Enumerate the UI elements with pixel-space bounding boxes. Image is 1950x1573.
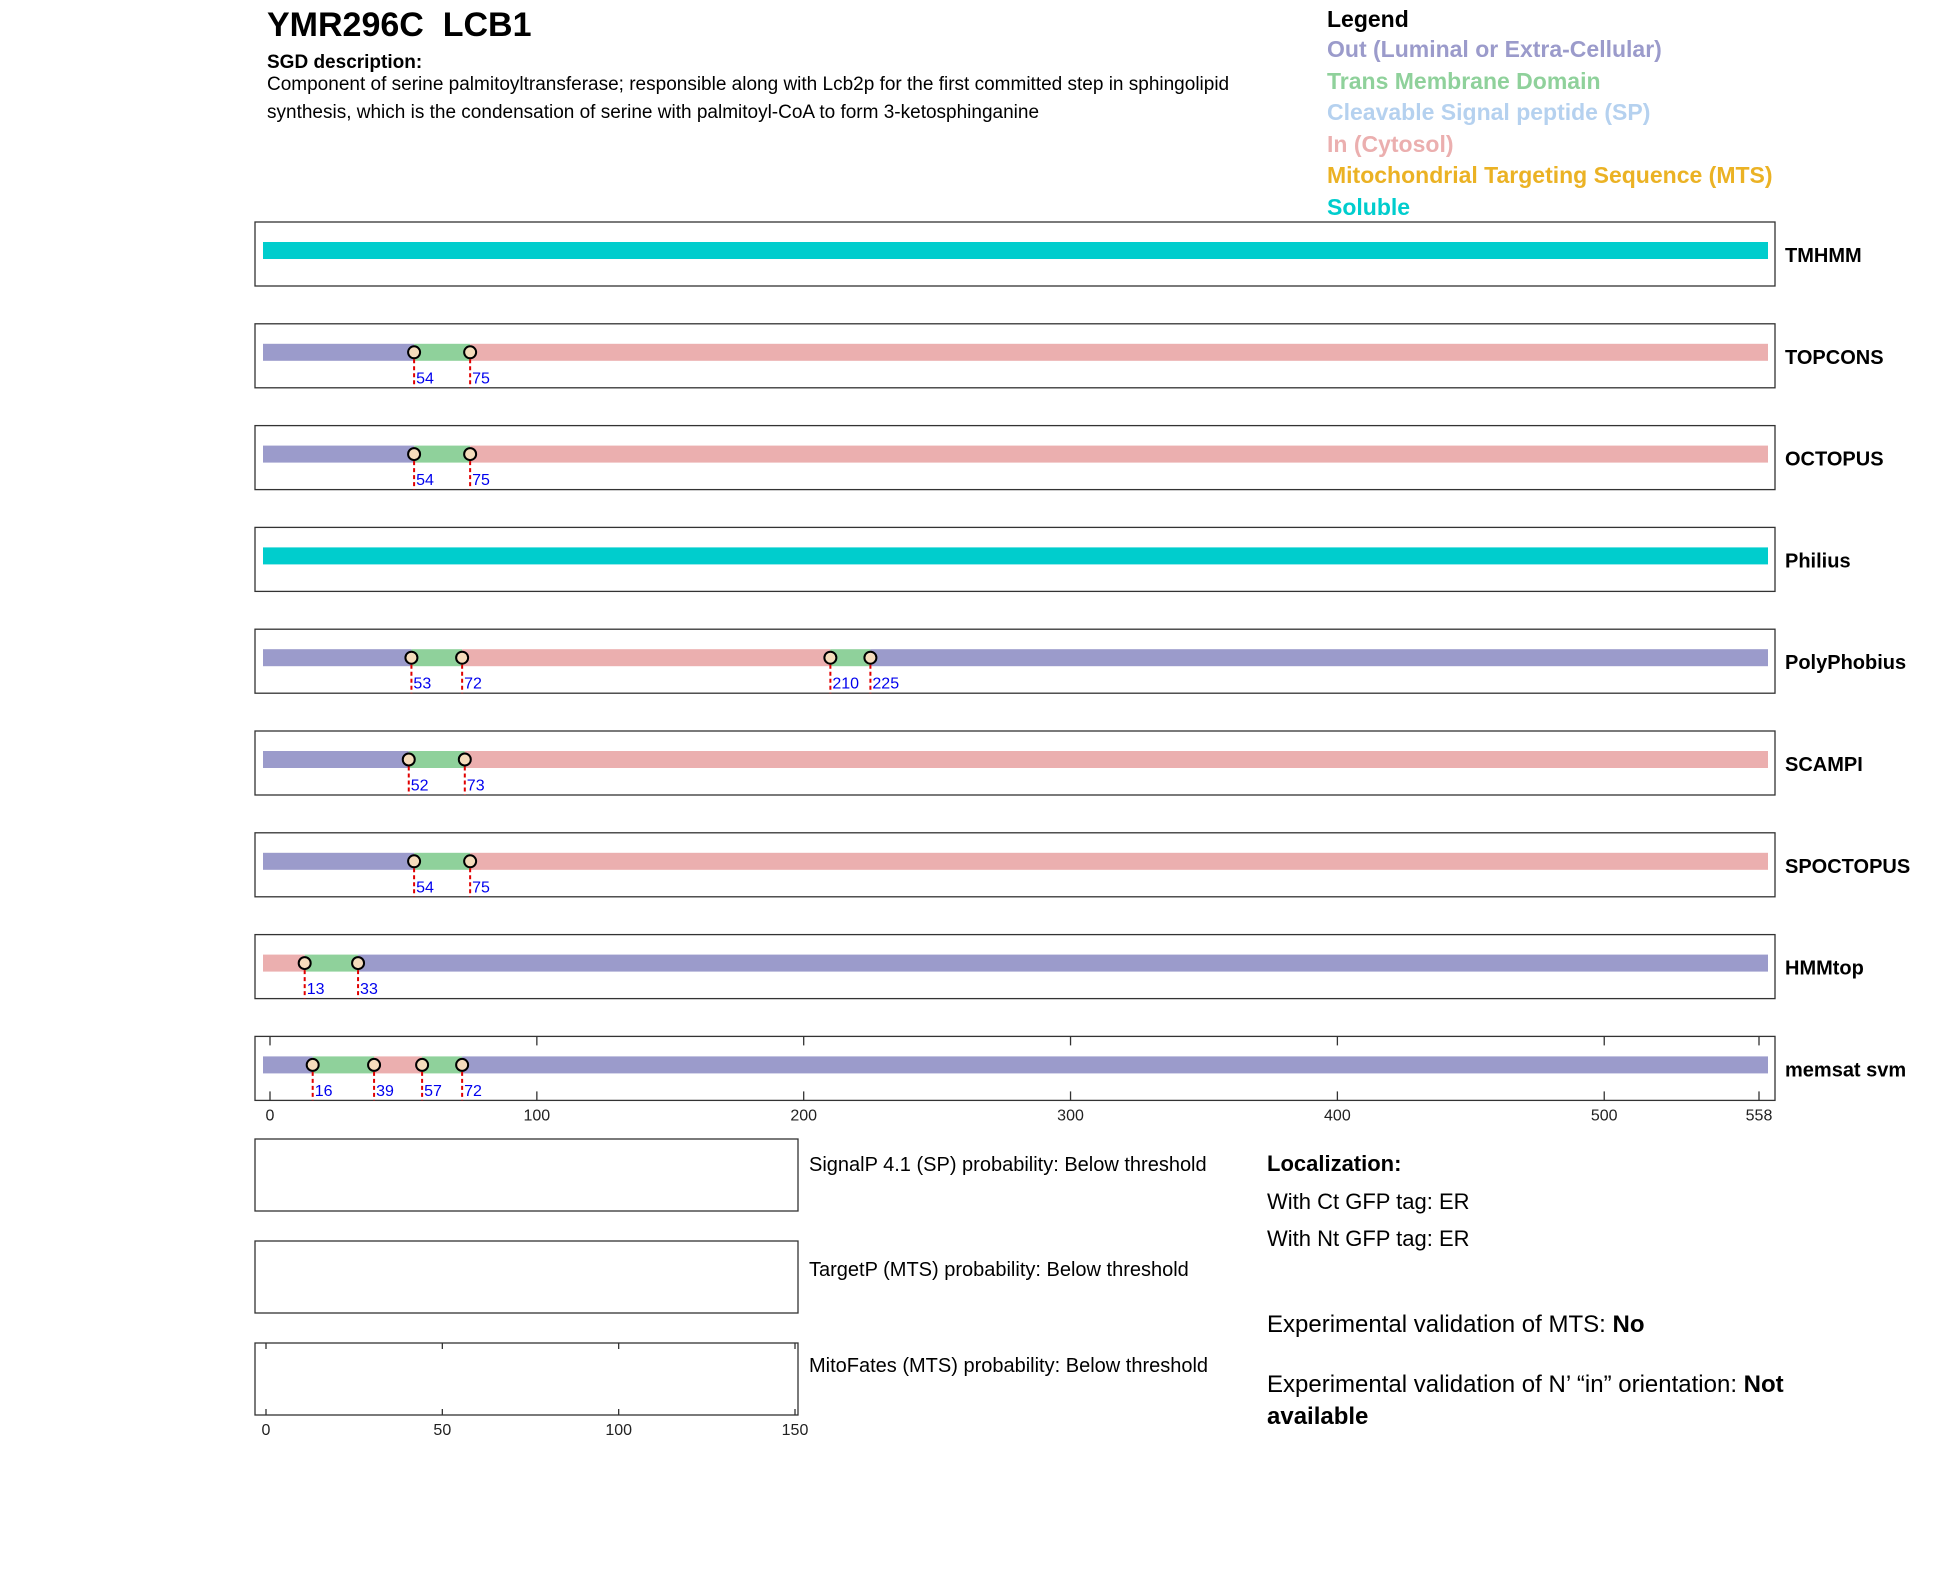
legend-item-out: Out (Luminal or Extra-Cellular) bbox=[1327, 36, 1662, 62]
boundary-label-octopus-75: 75 bbox=[472, 472, 490, 490]
boundary-marker-octopus-75 bbox=[464, 448, 476, 460]
legend-item-tm: Trans Membrane Domain bbox=[1327, 67, 1601, 94]
targetp-probability-text: TargetP (MTS) probability: Below threshold bbox=[809, 1259, 1189, 1281]
boundary-marker-topcons-75 bbox=[464, 346, 476, 358]
boundary-label-polyphobius-210: 210 bbox=[832, 675, 860, 693]
prob-x-tick-label-50: 50 bbox=[433, 1422, 452, 1439]
segment-scampi-1 bbox=[263, 751, 409, 768]
localization-nt: With Nt GFP tag: ER bbox=[1267, 1226, 1470, 1251]
boundary-marker-memsat-svm-57 bbox=[416, 1059, 428, 1071]
segment-octopus-1 bbox=[263, 446, 414, 463]
track-name-octopus: OCTOPUS bbox=[1785, 448, 1884, 471]
track-name-polyphobius: PolyPhobius bbox=[1785, 652, 1907, 675]
track-name-tmhmm: TMHMM bbox=[1785, 245, 1862, 267]
boundary-marker-hmmtop-13 bbox=[299, 957, 311, 969]
x-tick-label-300: 300 bbox=[1057, 1107, 1084, 1125]
boundary-label-octopus-54: 54 bbox=[416, 472, 434, 490]
segment-hmmtop-3 bbox=[358, 955, 1768, 972]
segment-polyphobius-5 bbox=[870, 649, 1768, 666]
track-name-hmmtop: HMMtop bbox=[1785, 957, 1864, 980]
boundary-label-hmmtop-13: 13 bbox=[306, 981, 325, 999]
segment-spoctopus-1 bbox=[263, 853, 414, 870]
probability-panel-targetp bbox=[255, 1241, 798, 1313]
boundary-marker-memsat-svm-16 bbox=[307, 1059, 319, 1071]
boundary-marker-polyphobius-210 bbox=[824, 652, 836, 664]
x-tick-label-558: 558 bbox=[1745, 1107, 1773, 1125]
prob-x-tick-label-100: 100 bbox=[605, 1422, 633, 1439]
x-tick-label-500: 500 bbox=[1590, 1107, 1618, 1125]
x-tick-label-0: 0 bbox=[265, 1107, 275, 1125]
x-tick-label-200: 200 bbox=[790, 1107, 818, 1125]
boundary-marker-polyphobius-72 bbox=[456, 652, 468, 664]
boundary-marker-memsat-svm-72 bbox=[456, 1059, 468, 1071]
boundary-marker-polyphobius-225 bbox=[864, 652, 876, 664]
segment-memsat-svm-5 bbox=[462, 1056, 1768, 1073]
legend-item-sp: Cleavable Signal peptide (SP) bbox=[1327, 99, 1651, 126]
segment-scampi-2 bbox=[409, 751, 465, 768]
localization-title: Localization: bbox=[1267, 1151, 1402, 1176]
validation-mts-label: Experimental validation of MTS: bbox=[1267, 1311, 1613, 1338]
segment-polyphobius-2 bbox=[411, 649, 462, 666]
segment-spoctopus-3 bbox=[470, 853, 1768, 870]
validation-orientation bbox=[1267, 1369, 1867, 1433]
boundary-label-scampi-73: 73 bbox=[466, 777, 485, 795]
boundary-label-spoctopus-75: 75 bbox=[472, 879, 490, 897]
boundary-label-polyphobius-225: 225 bbox=[872, 675, 900, 693]
sgd-description-label: SGD description: bbox=[267, 52, 423, 73]
boundary-label-scampi-52: 52 bbox=[410, 777, 429, 795]
segment-topcons-3 bbox=[470, 344, 1768, 361]
boundary-label-polyphobius-53: 53 bbox=[413, 675, 432, 693]
segment-polyphobius-3 bbox=[462, 649, 830, 666]
boundary-label-topcons-75: 75 bbox=[472, 370, 490, 388]
boundary-marker-topcons-54 bbox=[408, 346, 420, 358]
boundary-marker-scampi-52 bbox=[403, 754, 415, 766]
track-name-spoctopus: SPOCTOPUS bbox=[1785, 855, 1911, 878]
boundary-marker-spoctopus-75 bbox=[464, 855, 476, 867]
boundary-label-memsat-svm-16: 16 bbox=[314, 1082, 333, 1100]
boundary-label-polyphobius-72: 72 bbox=[464, 675, 482, 693]
boundary-marker-octopus-54 bbox=[408, 448, 420, 460]
legend-item-in: In (Cytosol) bbox=[1327, 130, 1454, 157]
boundary-marker-memsat-svm-39 bbox=[368, 1059, 380, 1071]
boundary-marker-spoctopus-54 bbox=[408, 855, 420, 867]
boundary-label-memsat-svm-39: 39 bbox=[376, 1082, 394, 1100]
segment-polyphobius-1 bbox=[263, 649, 411, 666]
boundary-label-hmmtop-33: 33 bbox=[360, 981, 378, 999]
track-name-scampi: SCAMPI bbox=[1785, 754, 1863, 776]
probability-panel-mitofates bbox=[255, 1343, 798, 1415]
boundary-label-spoctopus-54: 54 bbox=[416, 879, 434, 897]
segment-topcons-1 bbox=[263, 344, 414, 361]
boundary-marker-polyphobius-53 bbox=[405, 652, 417, 664]
segment-octopus-2 bbox=[414, 446, 470, 463]
segment-memsat-svm-1 bbox=[263, 1056, 313, 1073]
signalp-probability-text: SignalP 4.1 (SP) probability: Below threshold bbox=[809, 1154, 1207, 1176]
legend-item-soluble: Soluble bbox=[1327, 193, 1411, 220]
sgd-description-text: Component of serine palmitoyltransferase; responsible along with Lcb2p for the first committed step in sphingolipid synthesis, which is the condensation of serine with palmitoyl-CoA to form 3-ketosphinganine bbox=[267, 74, 1230, 123]
prob-x-tick-label-150: 150 bbox=[781, 1422, 809, 1439]
boundary-label-memsat-svm-57: 57 bbox=[424, 1082, 442, 1100]
boundary-marker-hmmtop-33 bbox=[352, 957, 364, 969]
segment-tmhmm-1 bbox=[263, 242, 1768, 259]
segment-hmmtop-2 bbox=[305, 955, 358, 972]
segment-memsat-svm-3 bbox=[374, 1056, 422, 1073]
gene-title: YMR296C LCB1 bbox=[267, 6, 532, 44]
segment-memsat-svm-2 bbox=[313, 1056, 374, 1073]
validation-orientation-label: Experimental validation of N’ “in” orientation: bbox=[1267, 1371, 1744, 1398]
boundary-marker-scampi-73 bbox=[459, 754, 471, 766]
legend-item-mts: Mitochondrial Targeting Sequence (MTS) bbox=[1327, 162, 1773, 189]
track-name-topcons: TOPCONS bbox=[1785, 346, 1884, 369]
legend-title: Legend bbox=[1327, 6, 1409, 32]
segment-octopus-3 bbox=[470, 446, 1768, 463]
mitofates-probability-text: MitoFates (MTS) probability: Below threshold bbox=[809, 1355, 1209, 1377]
validation-mts-value: No bbox=[1612, 1311, 1645, 1338]
validation-mts bbox=[1267, 1311, 1644, 1339]
segment-topcons-2 bbox=[414, 344, 470, 361]
track-name-memsat-svm: memsat svm bbox=[1785, 1059, 1907, 1082]
segment-scampi-3 bbox=[465, 751, 1768, 768]
localization-ct: With Ct GFP tag: ER bbox=[1267, 1189, 1470, 1214]
segment-spoctopus-2 bbox=[414, 853, 470, 870]
x-tick-label-100: 100 bbox=[523, 1107, 551, 1125]
segment-philius-1 bbox=[263, 547, 1768, 564]
boundary-label-memsat-svm-72: 72 bbox=[464, 1082, 482, 1100]
boundary-label-topcons-54: 54 bbox=[416, 370, 434, 388]
probability-panel-signalp bbox=[255, 1139, 798, 1211]
prob-x-tick-label-0: 0 bbox=[261, 1422, 271, 1439]
x-tick-label-400: 400 bbox=[1324, 1107, 1351, 1125]
validation-orientation-value: Not available bbox=[1267, 1371, 1784, 1430]
track-name-philius: Philius bbox=[1785, 550, 1851, 573]
